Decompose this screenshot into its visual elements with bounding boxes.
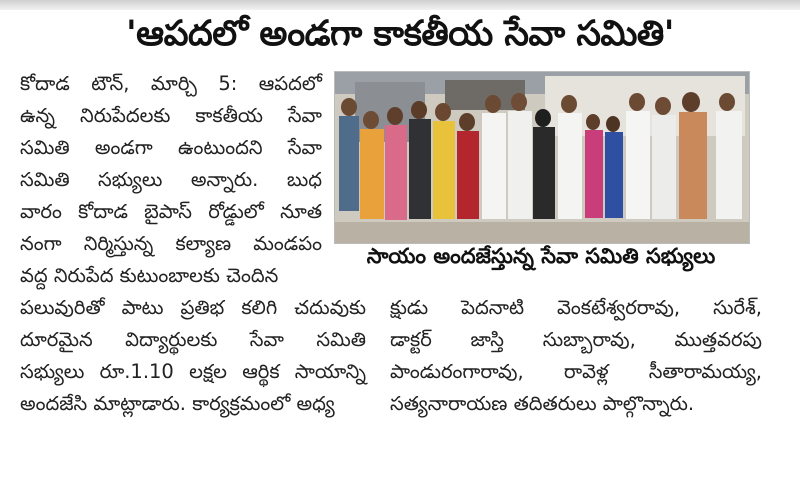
article-text-right bbox=[390, 292, 762, 420]
article-line: పాండురంగారావు, రావెళ్ల సీతారామయ్య, bbox=[390, 360, 762, 383]
article-line: క్షుడు పెదనాటి వెంకటేశ్వరరావు, సురేశ్, bbox=[390, 296, 762, 319]
photo-caption: సాయం అందజేస్తున్న సేవా సమితి సభ్యులు bbox=[366, 244, 716, 268]
article-line: సభ్యులు రూ.1.10 లక్షల ఆర్థిక సాయాన్ని bbox=[20, 360, 366, 383]
article-line: సత్యనారాయణ తదితరులు పాల్గొన్నారు. bbox=[390, 392, 695, 415]
article-line: సమితి సభ్యులు అన్నారు. బుధ bbox=[20, 168, 322, 191]
article-text-left-top bbox=[20, 68, 322, 292]
article-line: దూరమైన విద్యార్థులకు సేవా సమితి bbox=[20, 328, 366, 351]
news-photo bbox=[334, 71, 750, 244]
article-headline: 'ఆపదలో అండగా కాకతీయ సేవా సమితి' bbox=[125, 14, 675, 54]
article-line: పలువురితో పాటు ప్రతిభ కలిగి చదువుకు bbox=[20, 296, 366, 319]
clipped-previous-headline-strip bbox=[0, 0, 800, 10]
article-text-left-bottom bbox=[20, 292, 366, 420]
group-photo-illustration bbox=[335, 72, 749, 243]
article-line: వారం కోదాడ బైపాస్ రోడ్డులో నూత bbox=[20, 200, 322, 223]
article-line: నంగా నిర్మిస్తున్న కల్యాణ మండపం bbox=[20, 232, 322, 255]
article-line: వద్ద నిరుపేద కుటుంబాలకు చెందిన bbox=[20, 264, 279, 287]
article-line: సమితి అండగా ఉంటుందని సేవా bbox=[20, 136, 322, 159]
article-line: ఉన్న నిరుపేదలకు కాకతీయ సేవా bbox=[20, 104, 322, 127]
article-line: కోదాడ టౌన్, మార్చి 5: ఆపదలో bbox=[20, 72, 322, 95]
article-line: అందజేసి మాట్లాడారు. కార్యక్రమంలో అధ్య bbox=[20, 392, 335, 415]
article-line: డాక్టర్ జాస్తి సుబ్బారావు, ముత్తవరపు bbox=[390, 328, 762, 351]
